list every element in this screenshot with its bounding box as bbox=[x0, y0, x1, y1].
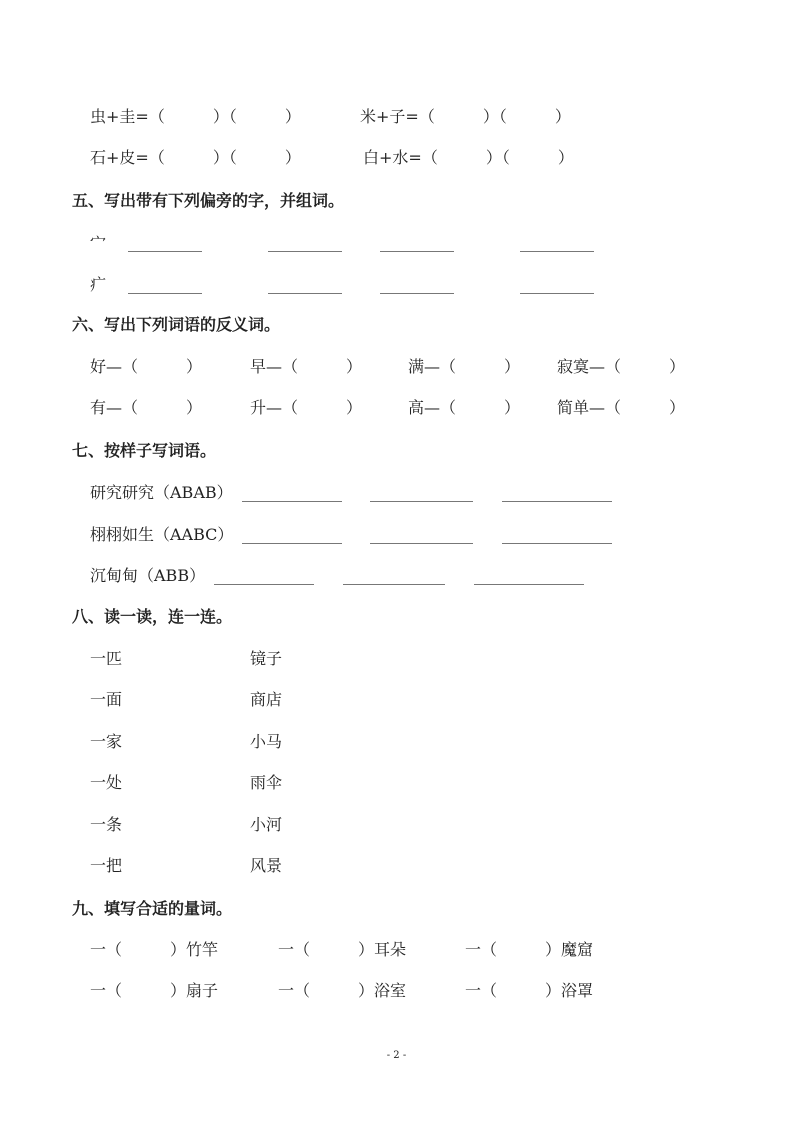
section-7-title: 七、按样子写词语。 bbox=[72, 441, 217, 460]
answer-line[interactable] bbox=[502, 501, 612, 502]
match-right[interactable]: 雨伞 bbox=[250, 773, 283, 792]
match-right[interactable]: 商店 bbox=[250, 690, 283, 709]
match-left[interactable]: 一家 bbox=[90, 732, 123, 751]
char-combo: 石+皮=（ ）（ ） bbox=[90, 148, 301, 167]
section-5-title: 五、写出带有下列偏旁的字，并组词。 bbox=[72, 191, 345, 210]
answer-line[interactable] bbox=[214, 584, 314, 585]
page-number: - 2 - bbox=[386, 1050, 407, 1061]
char-combo: 米+子=（ ）（ ） bbox=[360, 107, 571, 126]
measure-word-item: 一（ ）扇子 bbox=[90, 981, 219, 1000]
measure-word-item: 一（ ）浴室 bbox=[278, 981, 407, 1000]
antonym-item: 满—（ ） bbox=[408, 357, 521, 376]
measure-word-item: 一（ ）竹竿 bbox=[90, 940, 219, 959]
antonym-item: 早—（ ） bbox=[250, 357, 363, 376]
match-right[interactable]: 风景 bbox=[250, 856, 283, 875]
antonym-item: 升—（ ） bbox=[250, 398, 363, 417]
match-left[interactable]: 一匹 bbox=[90, 649, 123, 668]
answer-line[interactable] bbox=[520, 251, 594, 252]
antonym-item: 寂寞—（ ） bbox=[557, 357, 686, 376]
match-right[interactable]: 镜子 bbox=[250, 649, 283, 668]
answer-line[interactable] bbox=[380, 293, 454, 294]
section-6-title: 六、写出下列词语的反义词。 bbox=[72, 315, 281, 334]
char-combo: 虫+圭=（ ）（ ） bbox=[90, 107, 301, 126]
answer-line[interactable] bbox=[370, 501, 473, 502]
radical: 疒 bbox=[90, 275, 107, 294]
word-pattern: 沉甸甸（ABB） bbox=[90, 566, 206, 585]
answer-line[interactable] bbox=[268, 293, 342, 294]
antonym-item: 好—（ ） bbox=[90, 357, 203, 376]
radical: 宀 bbox=[90, 233, 107, 252]
section-8-title: 八、读一读，连一连。 bbox=[72, 607, 233, 626]
answer-line[interactable] bbox=[520, 293, 594, 294]
word-pattern: 研究研究（ABAB） bbox=[90, 483, 233, 502]
answer-line[interactable] bbox=[128, 251, 202, 252]
measure-word-item: 一（ ）魔窟 bbox=[465, 940, 594, 959]
word-pattern: 栩栩如生（AABC） bbox=[90, 525, 234, 544]
match-left[interactable]: 一处 bbox=[90, 773, 123, 792]
answer-line[interactable] bbox=[370, 543, 473, 544]
match-left[interactable]: 一条 bbox=[90, 815, 123, 834]
answer-line[interactable] bbox=[474, 584, 584, 585]
measure-word-item: 一（ ）耳朵 bbox=[278, 940, 407, 959]
measure-word-item: 一（ ）浴罩 bbox=[465, 981, 594, 1000]
answer-line[interactable] bbox=[502, 543, 612, 544]
section-9-title: 九、填写合适的量词。 bbox=[72, 899, 233, 918]
match-right[interactable]: 小马 bbox=[250, 732, 283, 751]
answer-line[interactable] bbox=[268, 251, 342, 252]
answer-line[interactable] bbox=[242, 501, 342, 502]
char-combo: 白+水=（ ）（ ） bbox=[363, 148, 574, 167]
answer-line[interactable] bbox=[242, 543, 342, 544]
answer-line[interactable] bbox=[128, 293, 202, 294]
antonym-item: 简单—（ ） bbox=[557, 398, 686, 417]
antonym-item: 有—（ ） bbox=[90, 398, 203, 417]
antonym-item: 高—（ ） bbox=[408, 398, 521, 417]
answer-line[interactable] bbox=[343, 584, 445, 585]
match-left[interactable]: 一把 bbox=[90, 856, 123, 875]
answer-line[interactable] bbox=[380, 251, 454, 252]
match-left[interactable]: 一面 bbox=[90, 690, 123, 709]
match-right[interactable]: 小河 bbox=[250, 815, 283, 834]
